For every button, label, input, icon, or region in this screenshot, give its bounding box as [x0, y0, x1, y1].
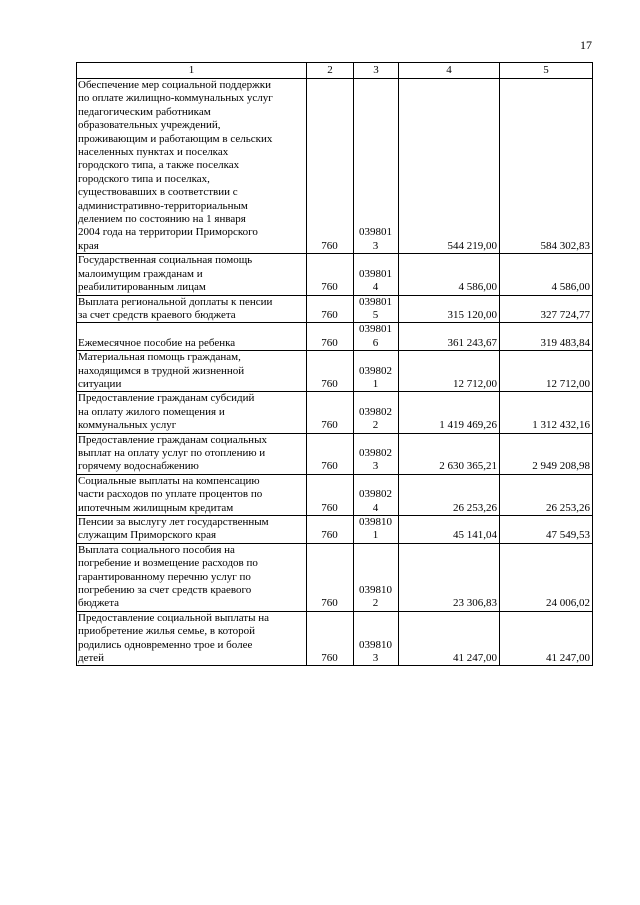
header-row — [77, 63, 593, 79]
table-row — [77, 254, 593, 295]
row-code: 760 — [307, 433, 354, 474]
row-amount-col4: 2 630 365,21 — [399, 433, 500, 474]
row-target-code: 039802 2 — [354, 392, 399, 433]
row-target-code: 039802 1 — [354, 351, 399, 392]
table-row — [77, 351, 593, 392]
row-code: 760 — [307, 323, 354, 351]
table-row — [77, 433, 593, 474]
column-header-5: 5 — [500, 63, 593, 79]
row-amount-col5: 12 712,00 — [500, 351, 593, 392]
table-row — [77, 474, 593, 515]
row-name: Выплата социального пособия на погребение и возмещение расходов по гарантированному перечню услуг по погребению за счет средств краевого бюджета — [77, 543, 307, 611]
table-row — [77, 79, 593, 254]
row-amount-col4: 1 419 469,26 — [399, 392, 500, 433]
row-code: 760 — [307, 79, 354, 254]
budget-table — [76, 62, 593, 666]
row-code: 760 — [307, 543, 354, 611]
row-name: Выплата региональной доплаты к пенсии за счет средств краевого бюджета — [77, 295, 307, 323]
row-code: 760 — [307, 295, 354, 323]
row-amount-col5: 41 247,00 — [500, 611, 593, 666]
row-name: Государственная социальная помощь малоимущим гражданам и реабилитированным лицам — [77, 254, 307, 295]
row-code: 760 — [307, 516, 354, 544]
row-amount-col5: 327 724,77 — [500, 295, 593, 323]
row-amount-col4: 12 712,00 — [399, 351, 500, 392]
row-amount-col5: 47 549,53 — [500, 516, 593, 544]
row-amount-col5: 2 949 208,98 — [500, 433, 593, 474]
row-target-code: 039801 3 — [354, 79, 399, 254]
row-amount-col5: 319 483,84 — [500, 323, 593, 351]
column-header-4: 4 — [399, 63, 500, 79]
row-target-code: 039801 4 — [354, 254, 399, 295]
row-amount-col4: 315 120,00 — [399, 295, 500, 323]
row-target-code: 039802 3 — [354, 433, 399, 474]
row-amount-col5: 24 006,02 — [500, 543, 593, 611]
row-amount-col5: 26 253,26 — [500, 474, 593, 515]
row-code: 760 — [307, 611, 354, 666]
row-code: 760 — [307, 351, 354, 392]
row-target-code: 039810 2 — [354, 543, 399, 611]
table-row — [77, 611, 593, 666]
row-name: Предоставление гражданам субсидий на оплату жилого помещения и коммунальных услуг — [77, 392, 307, 433]
column-header-2: 2 — [307, 63, 354, 79]
row-name: Социальные выплаты на компенсацию части расходов по уплате процентов по ипотечным жилищным кредитам — [77, 474, 307, 515]
row-name: Материальная помощь гражданам, находящимся в трудной жизненной ситуации — [77, 351, 307, 392]
row-amount-col4: 544 219,00 — [399, 79, 500, 254]
table-row — [77, 543, 593, 611]
row-name: Ежемесячное пособие на ребенка — [77, 323, 307, 351]
table-row — [77, 295, 593, 323]
row-amount-col4: 41 247,00 — [399, 611, 500, 666]
row-target-code: 039810 1 — [354, 516, 399, 544]
row-target-code: 039802 4 — [354, 474, 399, 515]
row-amount-col4: 4 586,00 — [399, 254, 500, 295]
row-code: 760 — [307, 254, 354, 295]
table-row — [77, 516, 593, 544]
row-target-code: 039801 5 — [354, 295, 399, 323]
row-name: Предоставление социальной выплаты на приобретение жилья семье, в которой родились одновременно трое и более детей — [77, 611, 307, 666]
row-amount-col5: 1 312 432,16 — [500, 392, 593, 433]
row-amount-col4: 26 253,26 — [399, 474, 500, 515]
table-row — [77, 323, 593, 351]
row-name: Пенсии за выслугу лет государственным служащим Приморского края — [77, 516, 307, 544]
row-amount-col5: 4 586,00 — [500, 254, 593, 295]
row-target-code: 039801 6 — [354, 323, 399, 351]
row-amount-col4: 23 306,83 — [399, 543, 500, 611]
column-header-1: 1 — [77, 63, 307, 79]
column-header-3: 3 — [354, 63, 399, 79]
row-amount-col5: 584 302,83 — [500, 79, 593, 254]
row-code: 760 — [307, 474, 354, 515]
row-amount-col4: 361 243,67 — [399, 323, 500, 351]
row-name: Предоставление гражданам социальных выплат на оплату услуг по отоплению и горячему водоснабжению — [77, 433, 307, 474]
row-target-code: 039810 3 — [354, 611, 399, 666]
row-code: 760 — [307, 392, 354, 433]
page-number: 17 — [580, 38, 592, 52]
row-amount-col4: 45 141,04 — [399, 516, 500, 544]
row-name: Обеспечение мер социальной поддержки по оплате жилищно-коммунальных услуг педагогическим работникам образовательных учреждений, проживающим и работающим в сельских населенных пунктах и поселках городского типа, а также поселках городского типа и поселках, существовавших в соответствии с административно-территориальным делением по состоянию на 1 января 2004 года на территории Приморского края — [77, 79, 307, 254]
table-row — [77, 392, 593, 433]
